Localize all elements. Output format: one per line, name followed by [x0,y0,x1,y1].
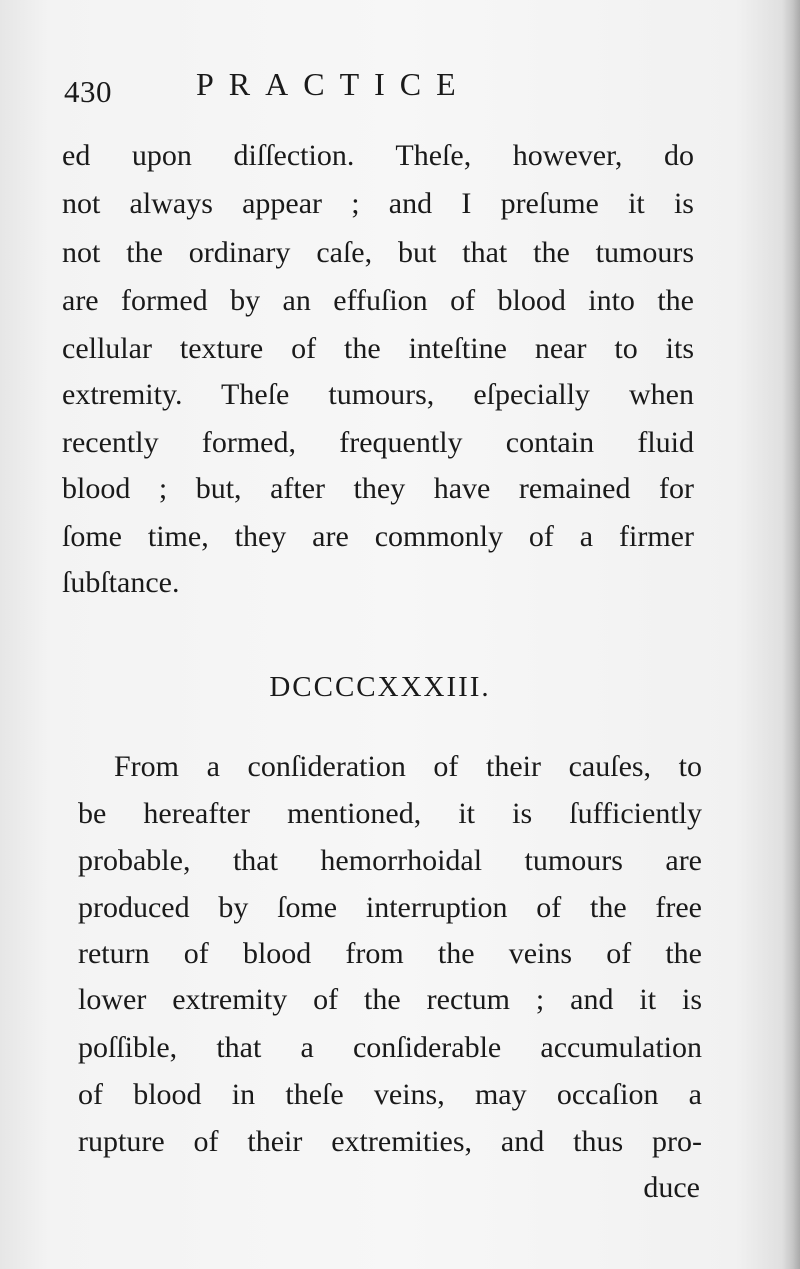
text-line: ed upon diſſection. Theſe, however, do [62,139,694,172]
text-line: be hereafter mentioned, it is ſufficiently [78,797,702,830]
text-line: of blood in theſe veins, may occaſion a [78,1078,702,1111]
text-line: recently formed, frequently contain fluid [62,426,694,459]
catchword: duce [643,1171,700,1204]
text-line: not the ordinary caſe, but that the tumours [62,236,694,269]
text-line: ſubſtance. [62,566,180,599]
page-edge-shadow [782,0,800,1269]
text-line: probable, that hemorrhoidal tumours are [78,844,702,877]
section-heading: DCCCCXXXIII. [269,671,491,703]
text-line: are formed by an effuſion of blood into the [62,284,694,317]
text-line: cellular texture of the inteſtine near to its [62,332,694,365]
text-line: blood ; but, after they have remained for [62,472,694,505]
text-line: produced by ſome interruption of the free [78,891,702,924]
text-line: poſſible, that a conſiderable accumulation [78,1031,702,1064]
text-line: rupture of their extremities, and thus pro- [78,1125,702,1158]
text-line: not always appear ; and I preſume it is [62,187,694,220]
text-line: ſome time, they are commonly of a firmer [62,520,694,553]
page-number: 430 [64,74,112,109]
text-line: lower extremity of the rectum ; and it is [78,983,702,1016]
text-line: extremity. Theſe tumours, eſpecially when [62,378,694,411]
text-line: From a conſideration of their cauſes, to [114,750,702,783]
page-header [64,66,724,110]
running-title: PRACTICE [196,66,471,102]
text-line: return of blood from the veins of the [78,937,702,970]
